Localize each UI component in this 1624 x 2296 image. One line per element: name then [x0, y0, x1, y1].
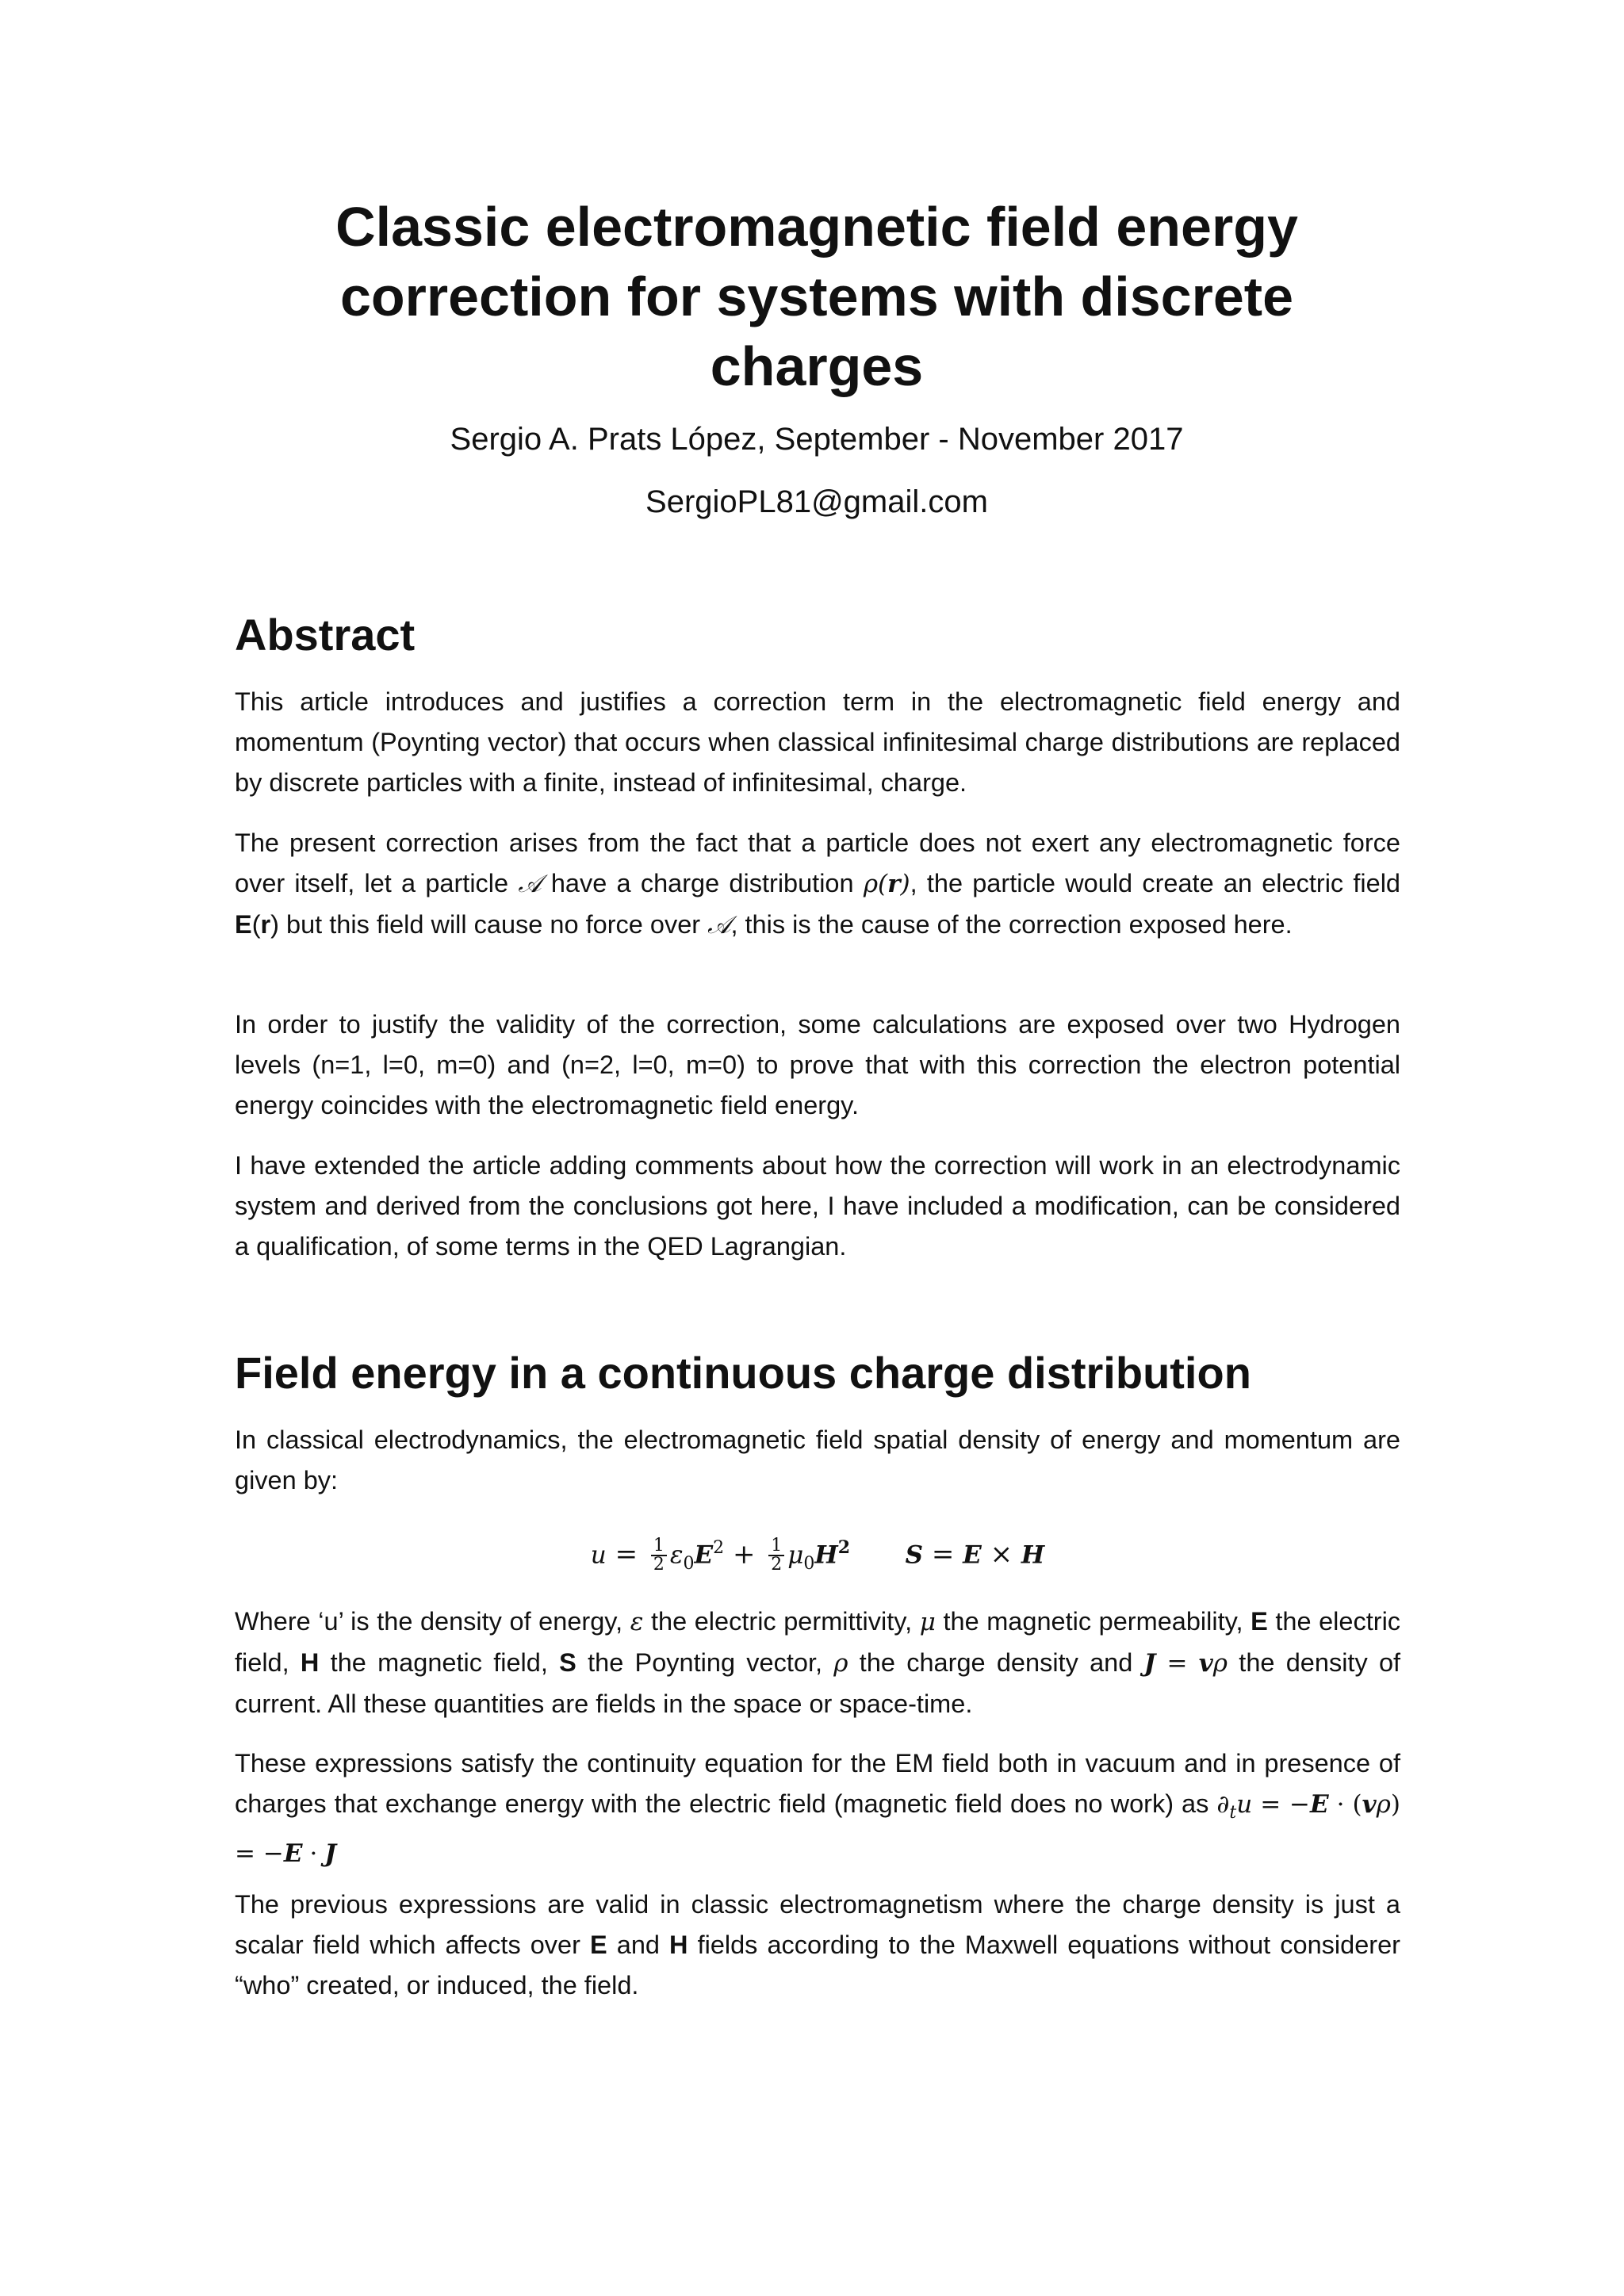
math-H: H: [300, 1648, 320, 1677]
math-S: S: [559, 1648, 576, 1677]
math-rho: ρ: [833, 1649, 848, 1678]
text: the magnetic field,: [330, 1648, 548, 1677]
text: the magnetic permeability,: [943, 1607, 1243, 1636]
text: , this is the cause of the correction exposed here.: [730, 910, 1293, 939]
text: Where ‘u’ is the density of energy,: [235, 1607, 623, 1636]
math-E: E: [590, 1931, 607, 1959]
abstract-paragraph-4: I have extended the article adding comments about how the correction will work in an electrodynamic system and derived from the conclusions got here, I have included a modification, can be considered a qualification, of some terms in the QED Lagrangian.: [235, 1151, 1400, 1261]
abstract-paragraph-3: In order to justify the validity of the correction, some calculations are exposed over two Hydrogen levels (n=1, l=0, m=0) and (n=2, l=0, m=0) to prove that with this correction the electron potential energy coincides with the electromagnetic field energy.: [235, 1010, 1400, 1119]
math-J: J: [1143, 1649, 1156, 1678]
text: have a charge distribution: [550, 869, 854, 897]
abstract-paragraph-2: The present correction arises from the fact that a particle does not exert any electromagnetic force over itself, let a particle 𝒜 have a charge distribution ρ(r), the particle would create an electric field E(r) but this field will cause no force over 𝒜, this is the cause of the correction exposed here.: [235, 828, 1401, 939]
text: the electric field,: [235, 1607, 1401, 1677]
section-paragraph-1: In classical electrodynamics, the electromagnetic field spatial density of energy and momentum are given by:: [235, 1425, 1400, 1494]
math-E: E: [1251, 1607, 1268, 1636]
paper-title: Classic electromagnetic field energy correction for systems with discrete charges: [335, 196, 1298, 397]
text: , the particle would create an electric field: [910, 869, 1401, 897]
math-H: H: [669, 1931, 688, 1959]
abstract-heading: Abstract: [235, 610, 416, 660]
math-continuity: $\partial_tu$: [1216, 1790, 1253, 1823]
math-epsilon: ε: [630, 1608, 644, 1636]
energy-density-equation: u = $\frac{1}{2}$ $\varepsilon_0E^2$ + $\frac{1}{2}$ $\mu_0H^2$ S = E × H: [590, 1536, 1045, 1575]
text: fields according to the Maxwell equations without considerer “who” created, or induced, the field.: [235, 1931, 1400, 1999]
math-mu: μ: [919, 1608, 936, 1636]
text: the electric permittivity,: [650, 1607, 913, 1636]
section-paragraph-2: Where ‘u’ is the density of energy, ε the electric permittivity, μ the magnetic permeability, E the electric field, H the magnetic field, S the Poynting vector, ρ the charge density and J = vρ the density of current. All these quantities are fields in the space or space-time.: [235, 1607, 1401, 1718]
math-E-r: E: [235, 910, 252, 939]
text: and: [616, 1931, 660, 1959]
section-paragraph-4: [235, 1885, 1400, 2006]
text: the density of current. All these quantities are fields in the space or space-time.: [235, 1648, 1401, 1718]
text: The present correction arises from the fact that a particle does not exert any electromagnetic force over itself, let a particle: [235, 828, 1400, 897]
author-line: Sergio A. Prats López, September - November 2017: [450, 422, 1184, 457]
abstract-paragraph-1: This article introduces and justifies a correction term in the electromagnetic field energy and momentum (Poynting vector) that occurs when classical infinitesimal charge distributions are replaced by discrete particles with a finite, instead of infinitesimal, charge.: [235, 687, 1400, 797]
section-paragraph-3: These expressions satisfy the continuity equation for the EM field both in vacuum and in presence of charges that exchange energy with the electric field (magnetic field does no work) as $\partial_tu = -E \cdot (v\rho) = -E \cdot J$: [235, 1749, 1400, 1869]
text: the charge density and: [859, 1648, 1133, 1677]
math-particle-a: 𝒜: [518, 870, 542, 898]
section-heading: Field energy in a continuous charge distribution: [235, 1348, 1251, 1398]
text: but this field will cause no force over: [286, 910, 701, 939]
text: These expressions satisfy the continuity equation for the EM field both in vacuum and in presence of charges that exchange energy with the electric field (magnetic field does no work) as: [235, 1749, 1400, 1818]
text: the Poynting vector,: [588, 1648, 823, 1677]
author-email: SergioPL81@gmail.com: [645, 484, 988, 519]
text: The previous expressions are valid in classic electromagnetism where the charge density is just a scalar field which affects over: [235, 1890, 1400, 1959]
math-particle-a: 𝒜: [707, 911, 731, 939]
math-rho-r: ρ(r): [863, 870, 910, 898]
